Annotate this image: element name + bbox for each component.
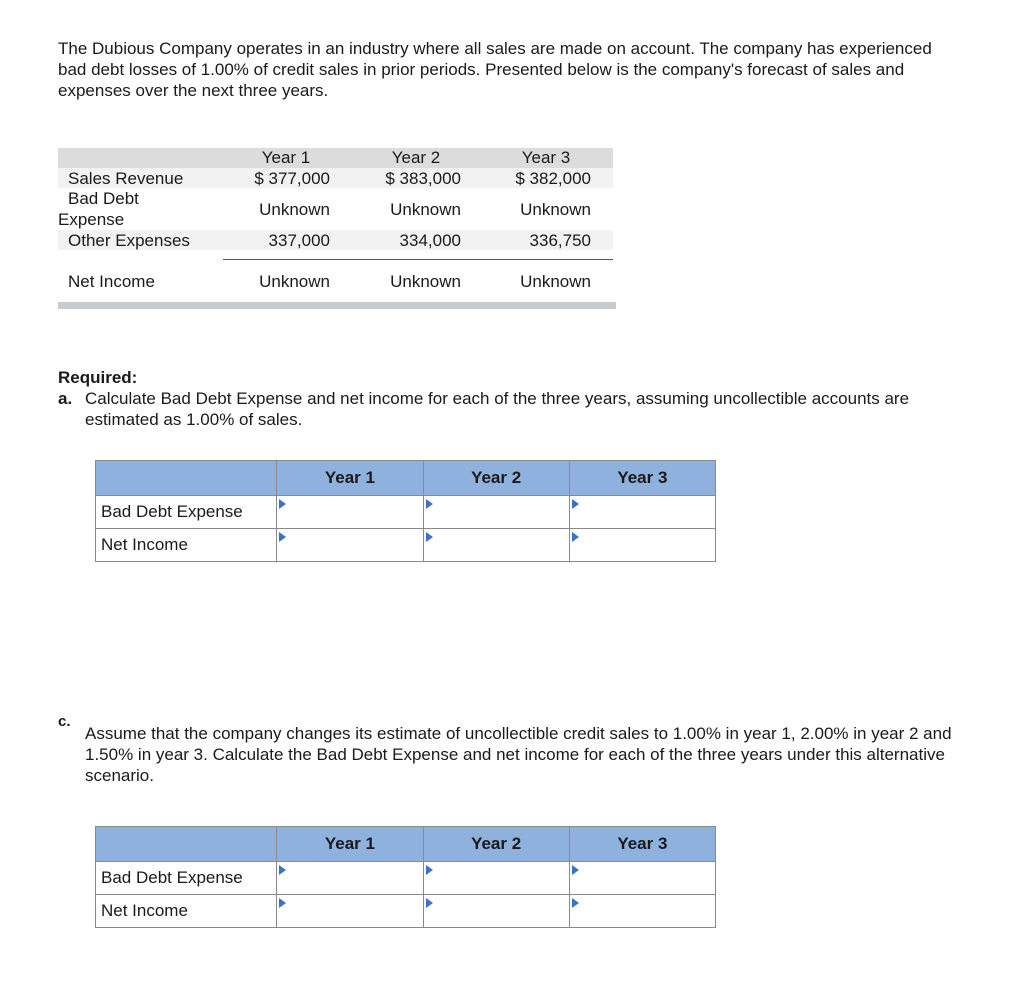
- other-expenses-label: Other Expenses: [68, 231, 190, 250]
- sales-year-2: $ 383,000: [385, 169, 461, 188]
- bad-debt-label-line2: Expense: [58, 210, 125, 229]
- other-year-1: 337,000: [268, 231, 330, 250]
- net-year-1: Unknown: [259, 272, 330, 291]
- grid-c-net-income-year-3-input[interactable]: [569, 895, 715, 928]
- forecast-year-1: Year 1: [261, 148, 311, 167]
- grid-a-header-year-3: Year 3: [569, 461, 715, 496]
- grid-a-net-income-year-2-input[interactable]: [423, 529, 569, 562]
- sales-revenue-label: Sales Revenue: [68, 169, 184, 188]
- dropdown-marker-icon: [572, 898, 579, 908]
- answer-grid-a: [95, 460, 716, 562]
- dropdown-marker-icon: [572, 532, 579, 542]
- total-rule: [223, 259, 613, 260]
- grid-a-row-label-bad-debt: Bad Debt Expense: [96, 496, 277, 529]
- forecast-bottom-bar: [58, 302, 616, 309]
- grid-c-bad-debt-year-2-input[interactable]: [423, 862, 569, 895]
- requirement-a-letter: a.: [58, 389, 73, 408]
- dropdown-marker-icon: [279, 865, 286, 875]
- grid-c-header-year-1: Year 1: [277, 827, 423, 862]
- dropdown-marker-icon: [572, 865, 579, 875]
- grid-a-header-year-2: Year 2: [423, 461, 569, 496]
- forecast-year-2: Year 2: [391, 148, 441, 167]
- dropdown-marker-icon: [279, 532, 286, 542]
- requirement-a-text: Calculate Bad Debt Expense and net income for each of the three years, assuming uncollectible accounts are estimated as 1.00% of sales.: [85, 389, 910, 429]
- grid-a-bad-debt-year-1-input[interactable]: [277, 496, 423, 529]
- bad-debt-label-line1: Bad Debt: [68, 189, 139, 208]
- dropdown-marker-icon: [426, 898, 433, 908]
- grid-c-header-year-2: Year 2: [423, 827, 569, 862]
- grid-c-bad-debt-year-1-input[interactable]: [277, 862, 423, 895]
- table-row: [96, 895, 716, 928]
- bad-debt-year-2: Unknown: [390, 200, 461, 219]
- grid-a-net-income-year-1-input[interactable]: [277, 529, 423, 562]
- net-year-2: Unknown: [390, 272, 461, 291]
- grid-a-bad-debt-year-2-input[interactable]: [423, 496, 569, 529]
- dropdown-marker-icon: [426, 865, 433, 875]
- grid-a-row-label-net-income: Net Income: [96, 529, 277, 562]
- grid-c-bad-debt-year-3-input[interactable]: [569, 862, 715, 895]
- dropdown-marker-icon: [279, 499, 286, 509]
- grid-c-net-income-year-2-input[interactable]: [423, 895, 569, 928]
- requirement-a: [58, 388, 918, 430]
- intro-paragraph: The Dubious Company operates in an industry where all sales are made on account. The company has experienced bad debt losses of 1.00% of credit sales in prior periods. Presented below is the company's forecast of sales and expenses over the next three years.: [58, 39, 932, 100]
- net-year-3: Unknown: [520, 272, 591, 291]
- requirement-c-letter: c.: [58, 713, 71, 730]
- other-year-2: 334,000: [399, 231, 461, 250]
- bad-debt-year-3: Unknown: [520, 200, 591, 219]
- grid-c-row-label-net-income: Net Income: [96, 895, 277, 928]
- sales-year-1: $ 377,000: [254, 169, 330, 188]
- grid-a-bad-debt-year-3-input[interactable]: [569, 496, 715, 529]
- forecast-year-3: Year 3: [521, 148, 571, 167]
- forecast-table: [58, 148, 616, 310]
- grid-c-header-year-3: Year 3: [569, 827, 715, 862]
- dropdown-marker-icon: [279, 898, 286, 908]
- table-row: [96, 496, 716, 529]
- grid-a-header-year-1: Year 1: [277, 461, 423, 496]
- requirement-c-text: Assume that the company changes its estimate of uncollectible credit sales to 1.00% in year 1, 2.00% in year 2 and 1.50% in year 3. Calculate the Bad Debt Expense and net income for each of the three years under this alternative scenario.: [85, 724, 952, 785]
- grid-c-row-label-bad-debt: Bad Debt Expense: [96, 862, 277, 895]
- answer-grid-c: [95, 826, 716, 928]
- table-row: [96, 529, 716, 562]
- grid-a-net-income-year-3-input[interactable]: [569, 529, 715, 562]
- bad-debt-year-1: Unknown: [259, 200, 330, 219]
- other-year-3: 336,750: [529, 231, 591, 250]
- required-heading: Required:: [58, 368, 138, 387]
- sales-year-3: $ 382,000: [515, 169, 591, 188]
- dropdown-marker-icon: [426, 532, 433, 542]
- table-row: [96, 862, 716, 895]
- net-income-label: Net Income: [68, 272, 155, 291]
- grid-c-net-income-year-1-input[interactable]: [277, 895, 423, 928]
- dropdown-marker-icon: [572, 499, 579, 509]
- dropdown-marker-icon: [426, 499, 433, 509]
